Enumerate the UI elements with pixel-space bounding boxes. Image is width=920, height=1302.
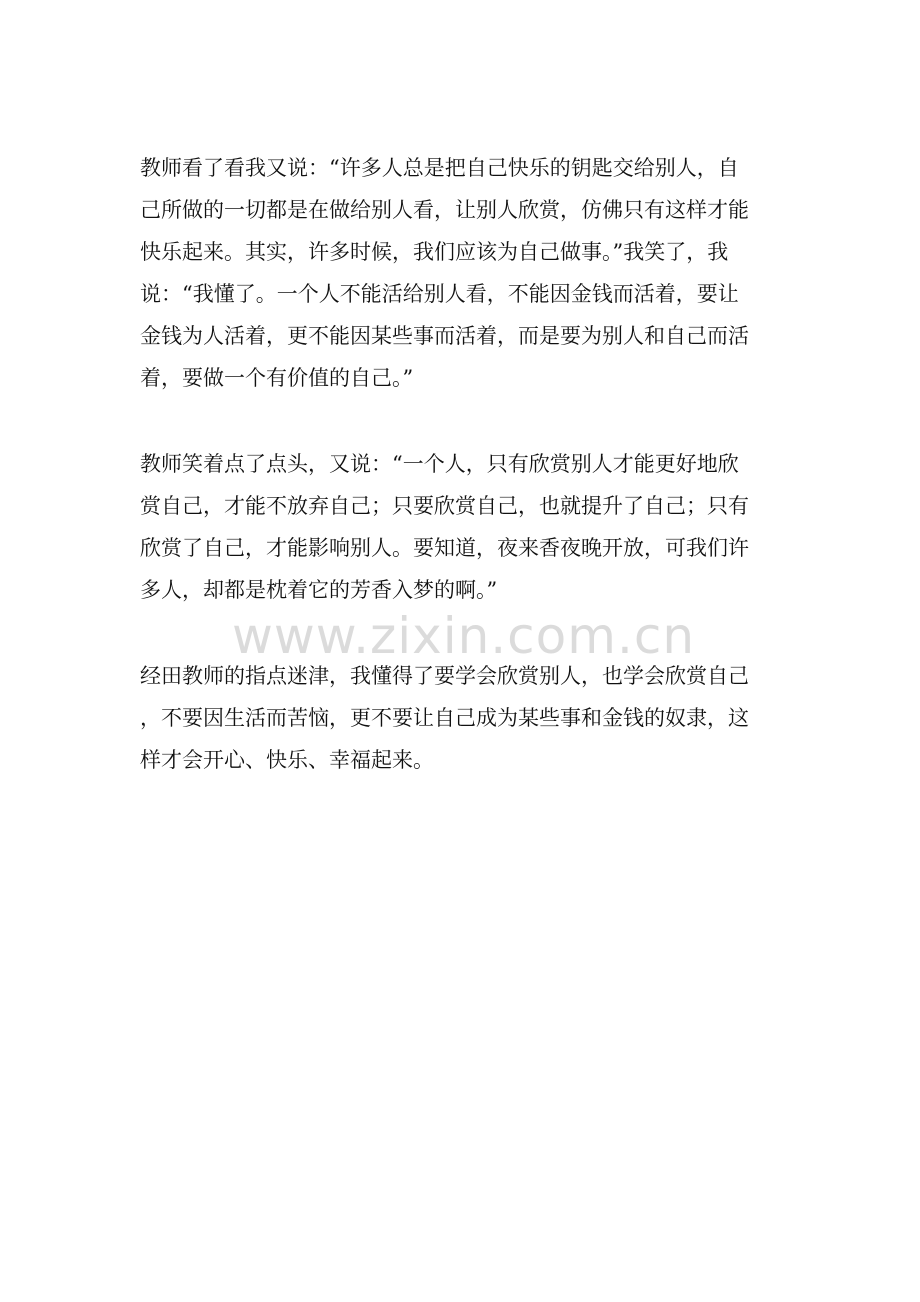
paragraph-line: 己所做的一切都是在做给别人看，让别人欣赏，仿佛只有这样才能 xyxy=(140,198,749,222)
paragraph-line: 着，要做一个有价值的自己。” xyxy=(140,366,414,390)
watermark: www.zixin.com.cn xyxy=(232,607,696,665)
paragraph-line: 经田教师的指点迷津，我懂得了要学会欣赏别人，也学会欣赏自己 xyxy=(140,664,749,688)
paragraph-line: 样才会开心、快乐、幸福起来。 xyxy=(140,748,434,772)
paragraph-line: 教师笑着点了点头，又说：“一个人，只有欣赏别人才能更好地欣 xyxy=(140,452,739,476)
paragraph-line: 快乐起来。其实，许多时候，我们应该为自己做事。”我笑了，我 xyxy=(140,240,729,264)
paragraph-line: 赏自己，才能不放弃自己；只要欣赏自己，也就提升了自己；只有 xyxy=(140,494,749,518)
paragraph-line: ，不要因生活而苦恼，更不要让自己成为某些事和金钱的奴隶，这 xyxy=(140,706,749,730)
paragraph-line: 说：“我懂了。一个人不能活给别人看，不能因金钱而活着，要让 xyxy=(140,282,739,306)
paragraph-line: 欣赏了自己，才能影响别人。要知道，夜来香夜晚开放，可我们许 xyxy=(140,536,749,560)
paragraph-line: 教师看了看我又说：“许多人总是把自己快乐的钥匙交给别人，自 xyxy=(140,156,739,180)
paragraph-line: 多人，却都是枕着它的芳香入梦的啊。” xyxy=(140,578,498,602)
paragraph-line: 金钱为人活着，更不能因某些事而活着，而是要为别人和自己而活 xyxy=(140,324,749,348)
